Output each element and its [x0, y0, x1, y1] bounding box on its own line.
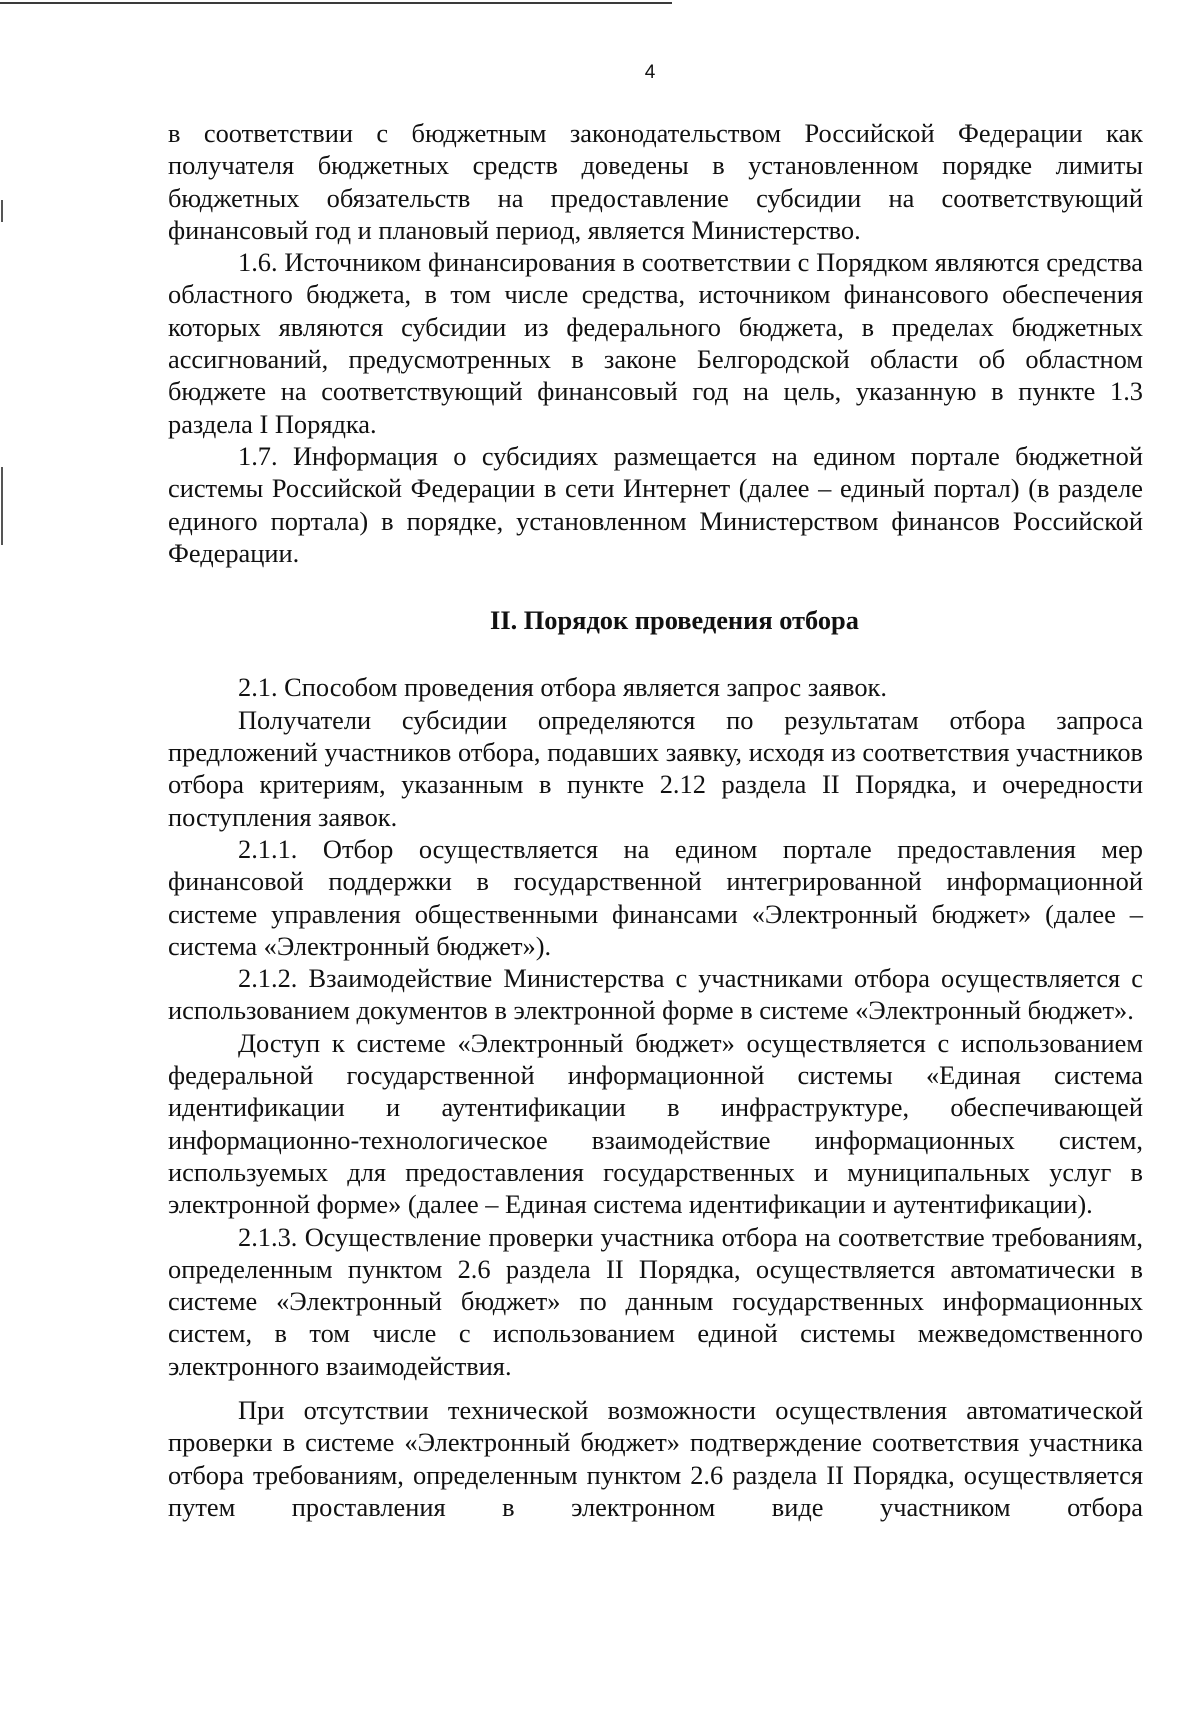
document-body [168, 117, 1143, 1523]
scan-edge-line [0, 2, 672, 4]
paragraph-2-1-recipients: Получатели субсидии определяются по результатам отбора запроса предложений участников отбора, подавших заявку, исходя из соответствия участников отбора критериям, указанным в пункте 2.12 раздела II Порядка, и очередности поступления заявок. [168, 704, 1143, 832]
paragraph-1-7: 1.7. Информация о субсидиях размещается на едином портале бюджетной системы Российской Федерации в сети Интернет (далее – единый портал) (в разделе единого портала) в порядке, установленном Министерством финансов Российской Федерации. [168, 440, 1143, 568]
paragraph-1-6: 1.6. Источником финансирования в соответствии с Порядком являются средства областного бюджета, в том числе средства, источником финансового обеспечения которых являются субсидии из федерального бюджета, в пределах бюджетных ассигнований, предусмотренных в законе Белгородской области об областном бюджете на соответствующий финансовый год на цель, указанную в пункте 1.3 раздела I Порядка. [168, 247, 1143, 439]
paragraph-2-1-1: 2.1.1. Отбор осуществляется на едином портале предоставления мер финансовой поддержки в государственной интегрированной информационной системе управления общественными финансами «Электронный бюджет» (далее – система «Электронный бюджет»). [168, 833, 1143, 961]
paragraph-no-tech: При отсутствии технической возможности осуществления автоматической проверки в системе «Электронный бюджет» подтверждение соответствия участника отбора требованиям, определенным пунктом 2.6 раздела II Порядка, осуществляется путем проставления в электронном виде участником отбора [168, 1394, 1143, 1522]
paragraph-intro: в соответствии с бюджетным законодательством Российской Федерации как получателя бюджетных средств доведены в установленном порядке лимиты бюджетных обязательств на предоставление субсидии на соответствующий финансовый год и плановый период, является Министерство. [168, 118, 1143, 245]
paragraph-2-1-2: 2.1.2. Взаимодействие Министерства с участниками отбора осуществляется с использованием документов в электронной форме в системе «Электронный бюджет». [168, 963, 1143, 1026]
scan-edge-mark [1, 200, 3, 222]
page-number: 4 [644, 62, 656, 83]
section-heading: II. Порядок проведения отбора [490, 605, 859, 636]
paragraph-access: Доступ к системе «Электронный бюджет» осуществляется с использованием федеральной государственной информационной системы «Единая система идентификации и аутентификации в инфраструктуре, обеспечивающей информационно-технологическое взаимодействие информационных систем, используемых для предоставления государственных и муниципальных услуг в электронной форме» (далее – Единая система идентификации и аутентификации). [168, 1027, 1143, 1220]
paragraph-2-1-3: 2.1.3. Осуществление проверки участника отбора на соответствие требованиям, определенным пунктом 2.6 раздела II Порядка, осуществляется автоматически в системе «Электронный бюджет» по данным государственных информационных систем, в том числе с использованием единой системы межведомственного электронного взаимодействия. [168, 1221, 1143, 1381]
scan-edge-mark [1, 467, 3, 545]
paragraph-2-1: 2.1. Способом проведения отбора является запрос заявок. [238, 672, 887, 703]
